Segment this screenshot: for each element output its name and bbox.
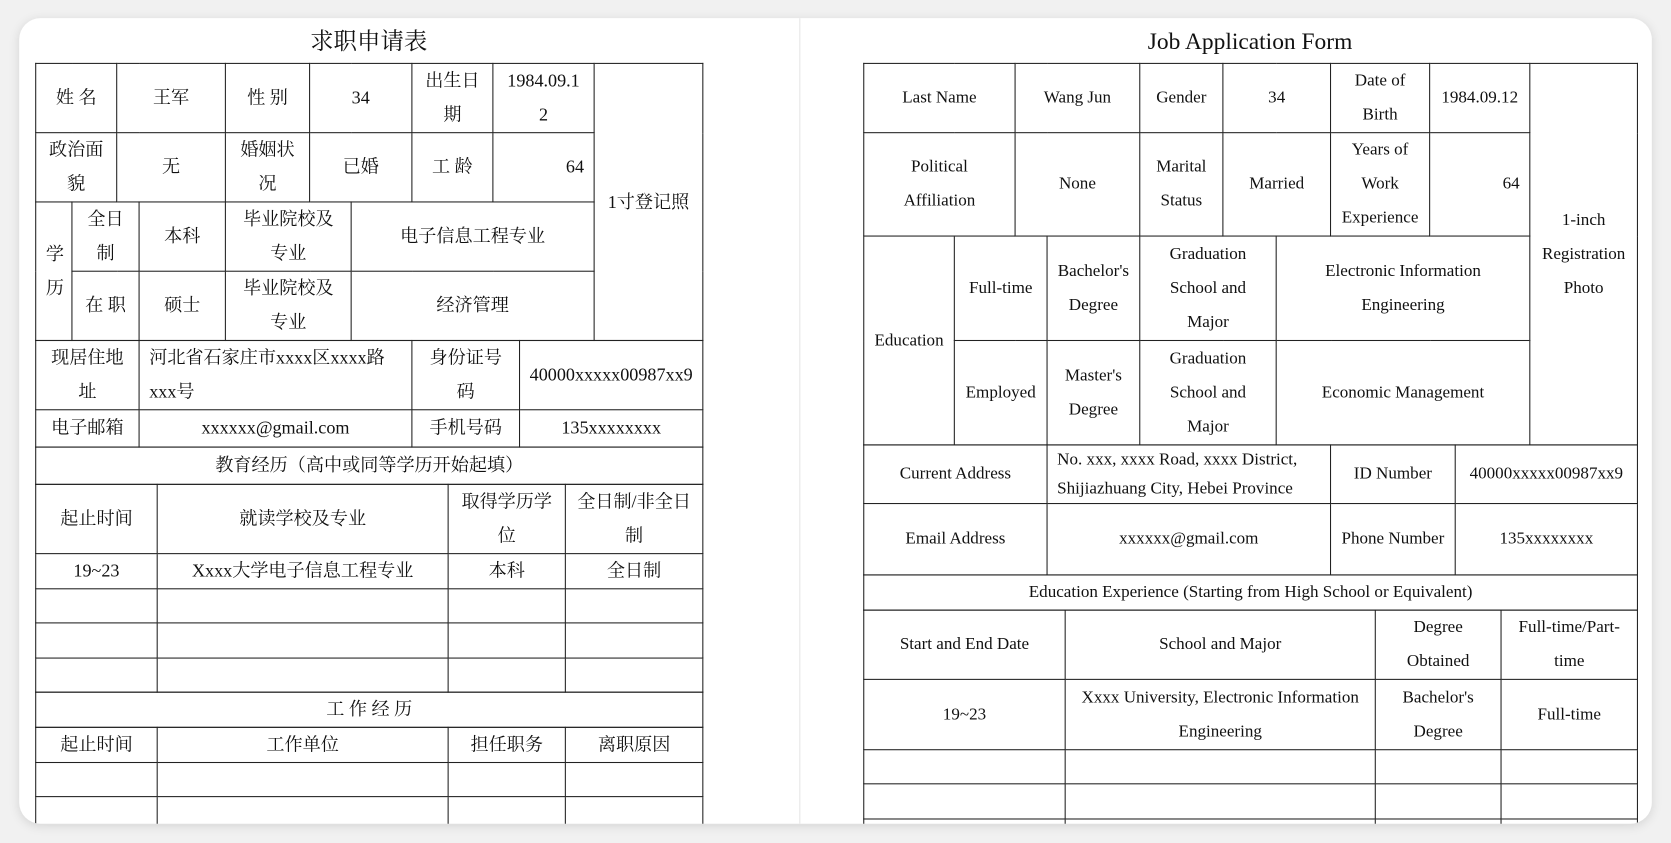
header-mode: 全日制/非全日制 — [565, 484, 702, 553]
table-section — [35, 63, 703, 341]
empty-cell — [565, 589, 702, 623]
value-address: No. xxx, xxxx Road, xxxx District, Shijiazhuang City, Hebei Province — [1047, 445, 1330, 504]
table-section — [35, 727, 703, 824]
empty-cell — [448, 589, 565, 623]
value-fulltime-degree: Bachelor's Degree — [1047, 236, 1140, 340]
table-row — [36, 484, 703, 553]
value-years: 64 — [1430, 133, 1530, 236]
header-degree: 取得学历学位 — [448, 484, 565, 553]
table-row — [864, 610, 1638, 679]
label-name: Last Name — [864, 63, 1015, 132]
value-phone: 135xxxxxxxx — [1455, 504, 1637, 575]
table-row — [864, 750, 1638, 784]
table-row — [864, 784, 1638, 819]
table-section — [863, 610, 1638, 824]
table-row — [864, 575, 1638, 610]
form-title-chinese: 求职申请表 — [310, 27, 428, 55]
table-section — [863, 574, 1638, 610]
table-section — [35, 692, 703, 728]
empty-cell — [864, 784, 1065, 819]
label-school-major: 毕业院校及专业 — [225, 202, 351, 271]
header-date: Start and End Date — [864, 610, 1065, 679]
table-row — [36, 658, 703, 692]
header-school: 就读学校及专业 — [157, 484, 448, 553]
value-years: 64 — [493, 133, 594, 202]
label-email: 电子邮箱 — [36, 410, 139, 447]
value-employed-degree: 硕士 — [139, 271, 225, 340]
value-email: xxxxxx@gmail.com — [139, 410, 412, 447]
cell-degree: Bachelor's Degree — [1375, 679, 1501, 749]
empty-cell — [1065, 750, 1375, 784]
table-row — [864, 340, 1638, 444]
label-phone: Phone Number — [1331, 504, 1456, 575]
header-date: 起止时间 — [36, 484, 157, 553]
label-fulltime: Full-time — [954, 236, 1047, 340]
table-row — [36, 763, 703, 797]
value-address: 河北省石家庄市xxxx区xxxx路xxx号 — [139, 340, 412, 409]
label-gender: 性 别 — [225, 63, 309, 132]
table-row — [36, 410, 703, 447]
table-section — [35, 340, 703, 448]
value-dob: 1984.09.12 — [1430, 63, 1530, 132]
cell-date: 19~23 — [864, 679, 1065, 749]
cell-school: Xxxx University, Electronic Information Engineering — [1065, 679, 1375, 749]
empty-cell — [1375, 819, 1501, 824]
cell-date: 19~23 — [36, 554, 157, 589]
label-years: Years of Work Experience — [1331, 133, 1430, 236]
form-title-english: Job Application Form — [1147, 27, 1353, 55]
value-fulltime-major: 电子信息工程专业 — [351, 202, 594, 271]
table-row — [36, 554, 703, 589]
empty-cell — [157, 797, 448, 824]
empty-cell — [36, 763, 157, 797]
label-id: 身份证号码 — [412, 340, 520, 409]
label-address: Current Address — [864, 445, 1047, 504]
empty-cell — [1065, 819, 1375, 824]
table-row — [864, 63, 1638, 132]
empty-cell — [157, 658, 448, 692]
table-section — [863, 63, 1638, 446]
empty-cell — [157, 589, 448, 623]
value-marital: Married — [1223, 133, 1331, 236]
document-card — [19, 18, 1652, 824]
table-row — [864, 819, 1638, 824]
empty-cell — [565, 623, 702, 658]
label-years: 工 龄 — [412, 133, 493, 202]
value-employed-major: Economic Management — [1276, 340, 1530, 444]
value-id: 40000xxxxx00987xx9 — [520, 340, 703, 409]
value-political: 无 — [117, 133, 226, 202]
empty-cell — [864, 819, 1065, 824]
header-position: 担任职务 — [448, 727, 565, 762]
header-reason: 离职原因 — [565, 727, 702, 762]
label-dob: Date of Birth — [1331, 63, 1430, 132]
label-school-major: 毕业院校及专业 — [225, 271, 351, 340]
label-education: Education — [864, 236, 955, 445]
empty-cell — [1065, 784, 1375, 819]
label-marital: 婚姻状况 — [225, 133, 309, 202]
label-address: 现居住地址 — [36, 340, 139, 409]
value-dob: 1984.09.12 — [493, 63, 594, 132]
header-school: School and Major — [1065, 610, 1375, 679]
value-name: Wang Jun — [1015, 63, 1140, 132]
label-marital: Marital Status — [1140, 133, 1223, 236]
table-row — [36, 623, 703, 658]
empty-cell — [157, 763, 448, 797]
empty-cell — [1501, 819, 1637, 824]
label-school-major: Graduation School and Major — [1140, 236, 1276, 340]
table-row — [864, 679, 1638, 749]
empty-cell — [157, 623, 448, 658]
header-mode: Full-time/Part-time — [1501, 610, 1637, 679]
value-phone: 135xxxxxxxx — [520, 410, 703, 447]
empty-cell — [864, 750, 1065, 784]
label-employed: Employed — [954, 340, 1047, 444]
section-education: 教育经历（高中或同等学历开始起填） — [36, 447, 703, 484]
value-marital: 已婚 — [310, 133, 412, 202]
label-political: Political Affiliation — [864, 133, 1015, 236]
cell-school: Xxxx大学电子信息工程专业 — [157, 554, 448, 589]
value-political: None — [1015, 133, 1140, 236]
table-section — [863, 444, 1638, 575]
value-fulltime-major: Electronic Information Engineering — [1276, 236, 1530, 340]
value-employed-degree: Master's Degree — [1047, 340, 1140, 444]
empty-cell — [448, 763, 565, 797]
table-row — [36, 589, 703, 623]
table-row — [864, 445, 1638, 504]
empty-cell — [36, 658, 157, 692]
empty-cell — [36, 589, 157, 623]
empty-cell — [565, 763, 702, 797]
cell-degree: 本科 — [448, 554, 565, 589]
label-education: 学历 — [36, 202, 72, 341]
table-row — [864, 133, 1638, 236]
value-gender: 34 — [310, 63, 412, 132]
chinese-form-table — [35, 64, 703, 824]
empty-cell — [36, 623, 157, 658]
empty-cell — [565, 658, 702, 692]
photo-placeholder: 1寸登记照 — [594, 63, 703, 340]
empty-cell — [565, 797, 702, 824]
empty-cell — [1375, 784, 1501, 819]
header-date: 起止时间 — [36, 727, 157, 762]
empty-cell — [1501, 750, 1637, 784]
table-section — [35, 484, 703, 693]
table-row — [36, 447, 703, 484]
empty-cell — [1501, 784, 1637, 819]
empty-cell — [448, 797, 565, 824]
table-row — [36, 692, 703, 727]
header-employer: 工作单位 — [157, 727, 448, 762]
label-gender: Gender — [1140, 63, 1223, 132]
table-section — [35, 447, 703, 485]
label-employed: 在 职 — [72, 271, 139, 340]
label-phone: 手机号码 — [412, 410, 520, 447]
label-name: 姓 名 — [36, 63, 117, 132]
empty-cell — [448, 623, 565, 658]
empty-cell — [36, 797, 157, 824]
cell-mode: Full-time — [1501, 679, 1637, 749]
table-row — [864, 504, 1638, 575]
empty-cell — [448, 658, 565, 692]
empty-cell — [1375, 750, 1501, 784]
label-school-major: Graduation School and Major — [1140, 340, 1276, 444]
value-gender: 34 — [1223, 63, 1331, 132]
label-email: Email Address — [864, 504, 1047, 575]
table-row — [36, 727, 703, 762]
photo-placeholder: 1-inch Registration Photo — [1530, 63, 1638, 445]
section-work: 工 作 经 历 — [36, 692, 703, 727]
value-fulltime-degree: 本科 — [139, 202, 225, 271]
table-row — [864, 236, 1638, 340]
page-divider — [799, 18, 800, 824]
table-row — [36, 340, 703, 409]
header-degree: Degree Obtained — [1375, 610, 1501, 679]
value-id: 40000xxxxx00987xx9 — [1455, 445, 1637, 504]
label-fulltime: 全日制 — [72, 202, 139, 271]
english-form-table — [863, 64, 1638, 824]
label-dob: 出生日期 — [412, 63, 493, 132]
table-row — [36, 797, 703, 824]
table-row — [36, 63, 703, 132]
section-education: Education Experience (Starting from High School or Equivalent) — [864, 575, 1638, 610]
value-email: xxxxxx@gmail.com — [1047, 504, 1330, 575]
cell-mode: 全日制 — [565, 554, 702, 589]
label-id: ID Number — [1331, 445, 1456, 504]
value-name: 王军 — [117, 63, 226, 132]
label-political: 政治面貌 — [36, 133, 117, 202]
value-employed-major: 经济管理 — [351, 271, 594, 340]
